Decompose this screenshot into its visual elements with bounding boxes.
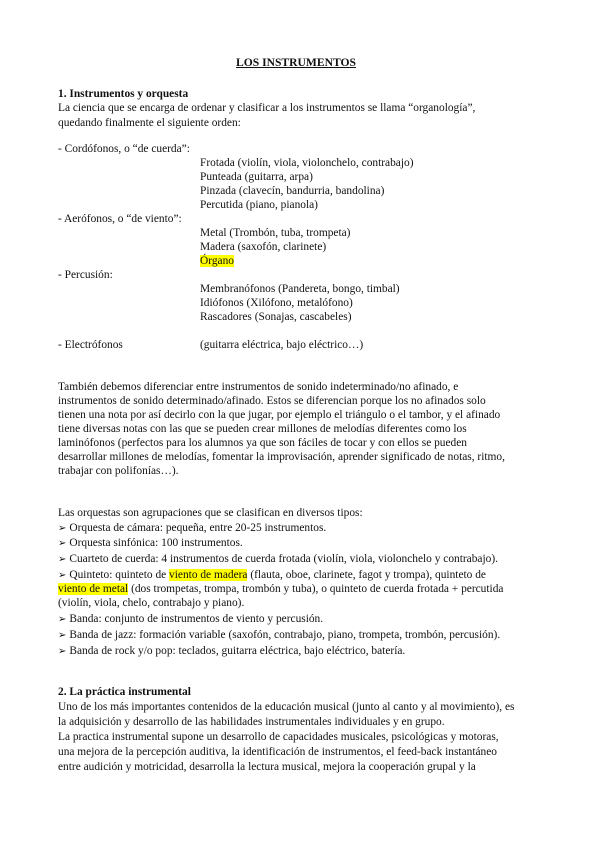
arrow-bullet-icon: ➢	[58, 570, 67, 581]
category-item: Rascadores (Sonajas, cascabeles)	[200, 311, 352, 323]
category-cordofonos: - Cordófonos, o “de cuerda”:	[58, 143, 190, 155]
category-item: Membranófonos (Pandereta, bongo, timbal)	[200, 283, 400, 295]
paragraph-line: También debemos diferenciar entre instrumentos de sonido indeterminado/no afinado, e	[58, 381, 459, 393]
paragraph-line: la adquisición y desarrollo de las habilidades instrumentales individuales y en grupo.	[58, 716, 445, 728]
category-item: Punteada (guitarra, arpa)	[200, 171, 313, 183]
section-1-heading: 1. Instrumentos y orquesta	[58, 88, 189, 100]
orchestras-intro: Las orquestas son agrupaciones que se clasifican en diversos tipos:	[58, 507, 363, 519]
arrow-bullet-icon: ➢	[58, 538, 67, 549]
category-item-highlighted: Órgano	[200, 255, 234, 267]
arrow-bullet-icon: ➢	[58, 614, 67, 625]
paragraph-line: tienen una nota por así decirlo con la que jugar, por ejemplo el triángulo o el tambor, y el afinado	[58, 409, 501, 421]
page-title: LOS INSTRUMENTOS	[236, 56, 356, 69]
paragraph-line: laminófonos (perfectos para los alumnos ya que son fáciles de tocar y con ellos se pueden	[58, 437, 467, 449]
intro-line: La ciencia que se encarga de ordenar y clasificar a los instrumentos se llama “organología”,	[58, 102, 476, 114]
paragraph-line: instrumentos de sonido determinado/afinado. Estos se diferencian porque los no afinados solo	[58, 395, 486, 407]
paragraph-line: desarrollar millones de melodías, fomentar la improvisación, aprender significado de notas, ritmo,	[58, 451, 505, 463]
category-item: Madera (saxofón, clarinete)	[200, 241, 327, 253]
category-aerofonos: - Aerófonos, o “de viento”:	[58, 213, 182, 225]
arrow-bullet-icon: ➢	[58, 554, 67, 565]
category-item: (guitarra eléctrica, bajo eléctrico…)	[200, 339, 364, 351]
category-item: Idiófonos (Xilófono, metalófono)	[200, 297, 353, 309]
arrow-bullet-icon: ➢	[58, 630, 67, 641]
document-page: LOS INSTRUMENTOS 1. Instrumentos y orquesta La ciencia que se encarga de ordenar y clasificar a los instrumentos se llama “organología”, quedando finalmente el siguiente orden: - Cordófonos, o “de cuerda”: Frotada (violín, viola, violonchelo, contrabajo) Punteada (guitarra, arpa) Pinzada (clavecín, bandurria, bandolina) Percutida (piano, pianola) - Aerófonos, o “de viento”: Metal (Trombón, tuba, trompeta) Madera (saxofón, clarinete) Órgano - Percusión: Membranófonos (Pandereta, bongo, timbal) Idiófonos (Xilófono, metalófono) Rascadores (Sonajas, cascabeles) - Electrófonos (guitarra eléctrica, bajo eléctrico…) También debemos diferenciar entre instrumentos de sonido indeterminado/no afinado, e instrumentos de sonido determinado/afinado. Estos se diferencian porque los no afinados solo tienen una nota por así decirlo con la que jugar, por ejemplo el triángulo o el tambor, y el afinado tiene diversas notas con las que se pueden crear millones de melodías diferentes como los laminófonos (perfectos para los alumnos ya que son fáciles de tocar y con ellos se pueden desarrollar millones de melodías, fomentar la improvisación, aprender significado de notas, ritmo, trabajar con polifonías…). Las orquestas son agrupaciones que se clasifican en diversos tipos: ➢ Orquesta de cámara: pequeña, entre 20-25 instrumentos. ➢ Orquesta sinfónica: 100 instrumentos. ➢ Cuarteto de cuerda: 4 instrumentos de cuerda frotada (violín, viola, violonchelo y contrabajo). ➢ Quinteto: quinteto de viento de madera (flauta, oboe, clarinete, fagot y trompa), quinteto de viento de metal (dos trompetas, trompa, trombón y tuba), o quinteto de cuerda frotada + percutida (violín, viola, chelo, contrabajo y piano). ➢ Banda: conjunto de instrumentos de viento y percusión. ➢ Banda de jazz: formación variable (saxofón, contrabajo, piano, trompeta, trombón, percusión). ➢ Banda de rock y/o pop: teclados, guitarra eléctrica, bajo eléctrico, batería. 2. La práctica instrumental Uno de los más importantes contenidos de la educación musical (junto al canto y al movimiento), es la adquisición y desarrollo de las habilidades instrumentales individuales y en grupo. La practica instrumental supone un desarrollo de capacidades musicales, psicológicas y motoras, una mejora de la percepción auditiva, la identificación de instrumentos, el feed-back instantáneo entre audición y motricidad, desarrolla la lectura musical, mejora la cooperación grupal y la	[58, 56, 515, 773]
paragraph-line: entre audición y motricidad, desarrolla la lectura musical, mejora la cooperación grupal y la	[58, 761, 476, 773]
section-2-heading: 2. La práctica instrumental	[58, 686, 191, 698]
paragraph-line: tiene diversas notas con las que se pueden crear millones de melodías diferentes como los	[58, 423, 467, 435]
orchestra-item: ➢ Banda de jazz: formación variable (saxofón, contrabajo, piano, trompeta, trombón, percusión).	[58, 629, 501, 641]
category-electrofonos: - Electrófonos	[58, 339, 123, 351]
category-percusion: - Percusión:	[58, 269, 113, 281]
paragraph-line: trabajar con polifonías…).	[58, 465, 179, 477]
category-item: Frotada (violín, viola, violonchelo, contrabajo)	[200, 157, 414, 169]
category-item: Percutida (piano, pianola)	[200, 199, 318, 211]
paragraph-line: (violín, viola, chelo, contrabajo y piano).	[58, 597, 245, 609]
orchestra-item: ➢ Cuarteto de cuerda: 4 instrumentos de cuerda frotada (violín, viola, violonchelo y contrabajo).	[58, 553, 498, 565]
intro-line: quedando finalmente el siguiente orden:	[58, 117, 241, 129]
orchestra-item: ➢ Orquesta sinfónica: 100 instrumentos.	[58, 537, 243, 549]
orchestra-item: ➢ Quinteto: quinteto de viento de madera (flauta, oboe, clarinete, fagot y trompa), quinteto de	[58, 569, 486, 581]
paragraph-line: La practica instrumental supone un desarrollo de capacidades musicales, psicológicas y motoras,	[58, 731, 499, 743]
orchestra-item: ➢ Banda de rock y/o pop: teclados, guitarra eléctrica, bajo eléctrico, batería.	[58, 645, 406, 657]
paragraph-line: una mejora de la percepción auditiva, la identificación de instrumentos, el feed-back instantáneo	[58, 746, 497, 758]
category-item: Pinzada (clavecín, bandurria, bandolina)	[200, 185, 385, 197]
arrow-bullet-icon: ➢	[58, 523, 67, 534]
orchestra-item: ➢ Banda: conjunto de instrumentos de viento y percusión.	[58, 613, 324, 625]
orchestra-item: ➢ Orquesta de cámara: pequeña, entre 20-25 instrumentos.	[58, 522, 327, 534]
highlight-viento-madera: viento de madera	[169, 569, 248, 581]
highlight-viento-metal: viento de metal	[58, 583, 129, 595]
arrow-bullet-icon: ➢	[58, 646, 67, 657]
paragraph-line: Uno de los más importantes contenidos de la educación musical (junto al canto y al movimiento), es	[58, 701, 515, 713]
category-item: Metal (Trombón, tuba, trompeta)	[200, 227, 351, 239]
